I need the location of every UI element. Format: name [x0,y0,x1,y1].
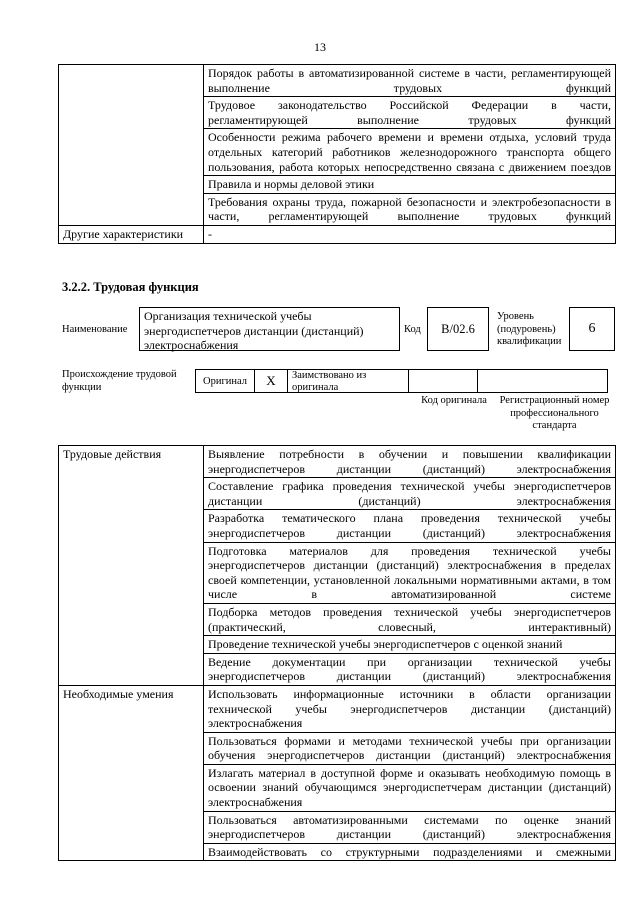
labor-action-item: Разработка тематического плана проведения технической учебы энергодиспетчеров дистанции (дистанций) электроснабжения [204,510,616,542]
code-label: Код [404,324,421,335]
other-characteristics-label: Другие характеристики [59,225,204,243]
other-characteristics-value: - [204,225,616,243]
origin-row [196,369,608,393]
table-row [59,225,616,243]
skill-item: Излагать материал в доступной форме и оказывать необходимую помощь в освоении знаний обучающимся энергодиспетчерам дистанции (дистанций) электроснабжения [204,764,616,811]
labor-action-item: Проведение технической учебы энергодиспетчеров с оценкой знаний [204,636,616,654]
level-label: Уровень (подуровень) квалификации [497,311,562,347]
empty-label-cell [59,65,204,226]
skills-label: Необходимые умения [59,685,204,861]
knowledge-item: Требования охраны труда, пожарной безопасности и электробезопасности в части, регламентирующей выполнение трудовых функций [204,193,616,225]
knowledge-item: Трудовое законодательство Российской Федерации в части, регламентирующей выполнение трудовых функций [204,97,616,129]
original-label-cell: Оригинал [195,369,255,393]
labor-action-item: Подборка методов проведения технической учебы энергодиспетчеров (практический, словесный, интерактивный) [204,603,616,635]
table-row [59,446,616,478]
level-value-box: 6 [569,307,615,351]
labor-action-item: Ведение документации при организации технической учебы энергодиспетчеров дистанции (дистанций) электроснабжения [204,653,616,685]
knowledge-item: Особенности режима рабочего времени и времени отдыха, условий труда отдельных категорий работников железнодорожного транспорта общего пользования, работа которых непосредственно связана с движением поездов [204,129,616,176]
code-value-box: B/02.6 [427,307,489,351]
original-mark-cell: X [254,369,288,393]
skill-item: Пользоваться автоматизированными системами по оценке знаний энергодиспетчеров дистанции (дистанций) электроснабжения [204,811,616,843]
knowledge-table [58,64,616,244]
section-heading: 3.2.2. Трудовая функция [62,280,199,294]
skill-item: Взаимодействовать со структурными подразделениями и смежными [204,843,616,861]
table-row [59,65,616,97]
labor-action-item: Выявление потребности в обучении и повышении квалификации энергодиспетчеров дистанции (дистанций) электроснабжения [204,446,616,478]
name-label: Наименование [62,324,128,335]
reg-number-caption: Регистрационный номер профессионального стандарта [499,395,610,431]
skill-item: Пользоваться формами и методами технической учебы при организации обучения энергодиспетчеров дистанции (дистанций) электроснабжения [204,732,616,764]
origin-label: Происхождение трудовой функции [62,369,177,393]
code-original-cell [408,369,478,393]
page-number: 13 [314,40,326,54]
knowledge-item: Порядок работы в автоматизированной системе в части, регламентирующей выполнение трудовых функций [204,65,616,97]
borrowed-label-cell: Заимствовано из оригинала [287,369,409,393]
knowledge-item: Правила и нормы деловой этики [204,176,616,194]
table-row [59,685,616,732]
labor-action-item: Составление графика проведения технической учебы энергодиспетчеров дистанции (дистанций) электроснабжения [204,478,616,510]
skill-item: Использовать информационные источники в области организации технической учебы энергодиспетчеров дистанции (дистанций) электроснабжения [204,685,616,732]
reg-number-cell [477,369,608,393]
labor-action-item: Подготовка материалов для проведения технической учебы энергодиспетчеров дистанции (дистанций) электроснабжения в пределах своей компетенции, установленной локальными нормативными актами, в том числе в автоматизированной системе [204,542,616,603]
function-details-table [58,445,616,861]
labor-actions-label: Трудовые действия [59,446,204,686]
code-original-caption: Код оригинала [421,395,487,406]
function-name-box: Организация технической учебы энергодиспетчеров дистанции (дистанций) электроснабжения [139,307,400,351]
